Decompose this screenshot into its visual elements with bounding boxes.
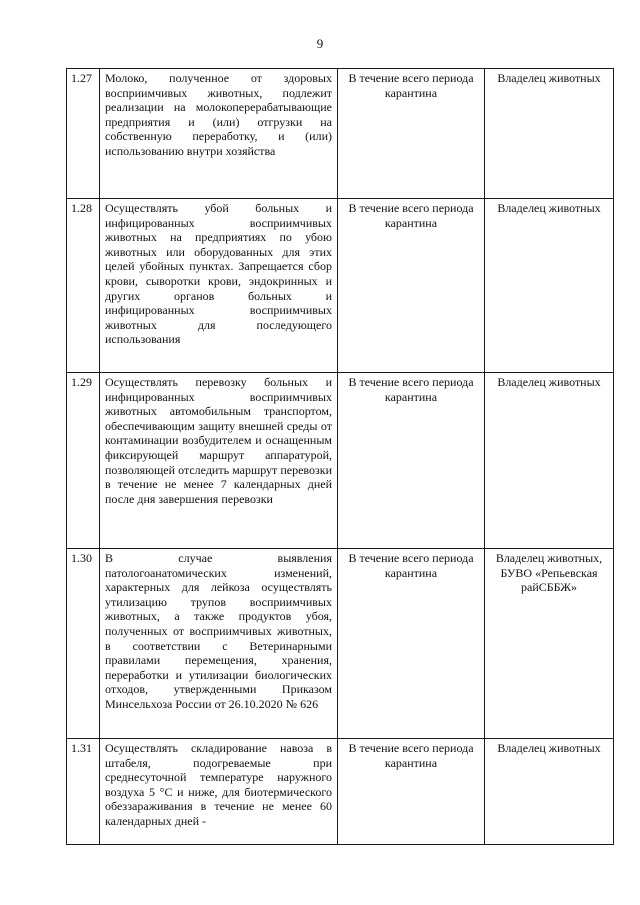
table-row <box>67 69 614 199</box>
measure-text: Осуществлять складирование навоза в штабеля, подогреваемые при среднесуточной температуре наружного воздуха 5 °C и ниже, для биотермического обеззараживания в течение не менее 60 календарных дней - <box>100 739 338 845</box>
page-number: 9 <box>316 36 324 51</box>
period-text: В течение всего периода карантина <box>338 199 485 373</box>
responsible-text: Владелец животных, БУВО «Репьевская райСББЖ» <box>485 549 614 739</box>
period-text: В течение всего периода карантина <box>338 739 485 845</box>
table-row <box>67 199 614 373</box>
responsible-text: Владелец животных <box>485 739 614 845</box>
measure-text: В случае выявления патологоанатомических изменений, характерных для лейкоза осуществлять утилизацию трупов восприимчивых животных, а также продуктов убоя, полученных от восприимчивых животных, в соответствии с Ветеринарными правилами перемещения, хранения, переработки и утилизации биологических отходов, утвержденными Приказом Минсельхоза России от 26.10.2020 № 626 <box>100 549 338 739</box>
responsible-text: Владелец животных <box>485 69 614 199</box>
period-text: В течение всего периода карантина <box>338 373 485 549</box>
measure-text: Осуществлять перевозку больных и инфицированных восприимчивых животных автомобильным транспортом, обеспечивающим защиту внешней среды от контаминации возбудителем и оснащенным фиксирующей маршрут аппаратурой, позволяющей отследить маршрут перевозки в течение не менее 7 календарных дней после дня завершения перевозки <box>100 373 338 549</box>
responsible-text: Владелец животных <box>485 373 614 549</box>
row-number: 1.31 <box>67 739 100 845</box>
row-number: 1.28 <box>67 199 100 373</box>
row-number: 1.30 <box>67 549 100 739</box>
measure-text: Осуществлять убой больных и инфицированных восприимчивых животных на предприятиях по убою животных или оборудованных для этих целей убойных пунктах. Запрещается сбор крови, сыворотки крови, эндокринных и других органов больных и инфицированных восприимчивых животных для последующего использования <box>100 199 338 373</box>
table-row <box>67 739 614 845</box>
row-number: 1.27 <box>67 69 100 199</box>
period-text: В течение всего периода карантина <box>338 549 485 739</box>
measure-text: Молоко, полученное от здоровых восприимчивых животных, подлежит реализации на молокоперерабатывающие предприятия и (или) отгрузки на собственную переработку, и (или) использованию внутри хозяйства <box>100 69 338 199</box>
table-row <box>67 373 614 549</box>
period-text: В течение всего периода карантина <box>338 69 485 199</box>
row-number: 1.29 <box>67 373 100 549</box>
table-row <box>67 549 614 739</box>
measures-table <box>66 68 614 845</box>
responsible-text: Владелец животных <box>485 199 614 373</box>
